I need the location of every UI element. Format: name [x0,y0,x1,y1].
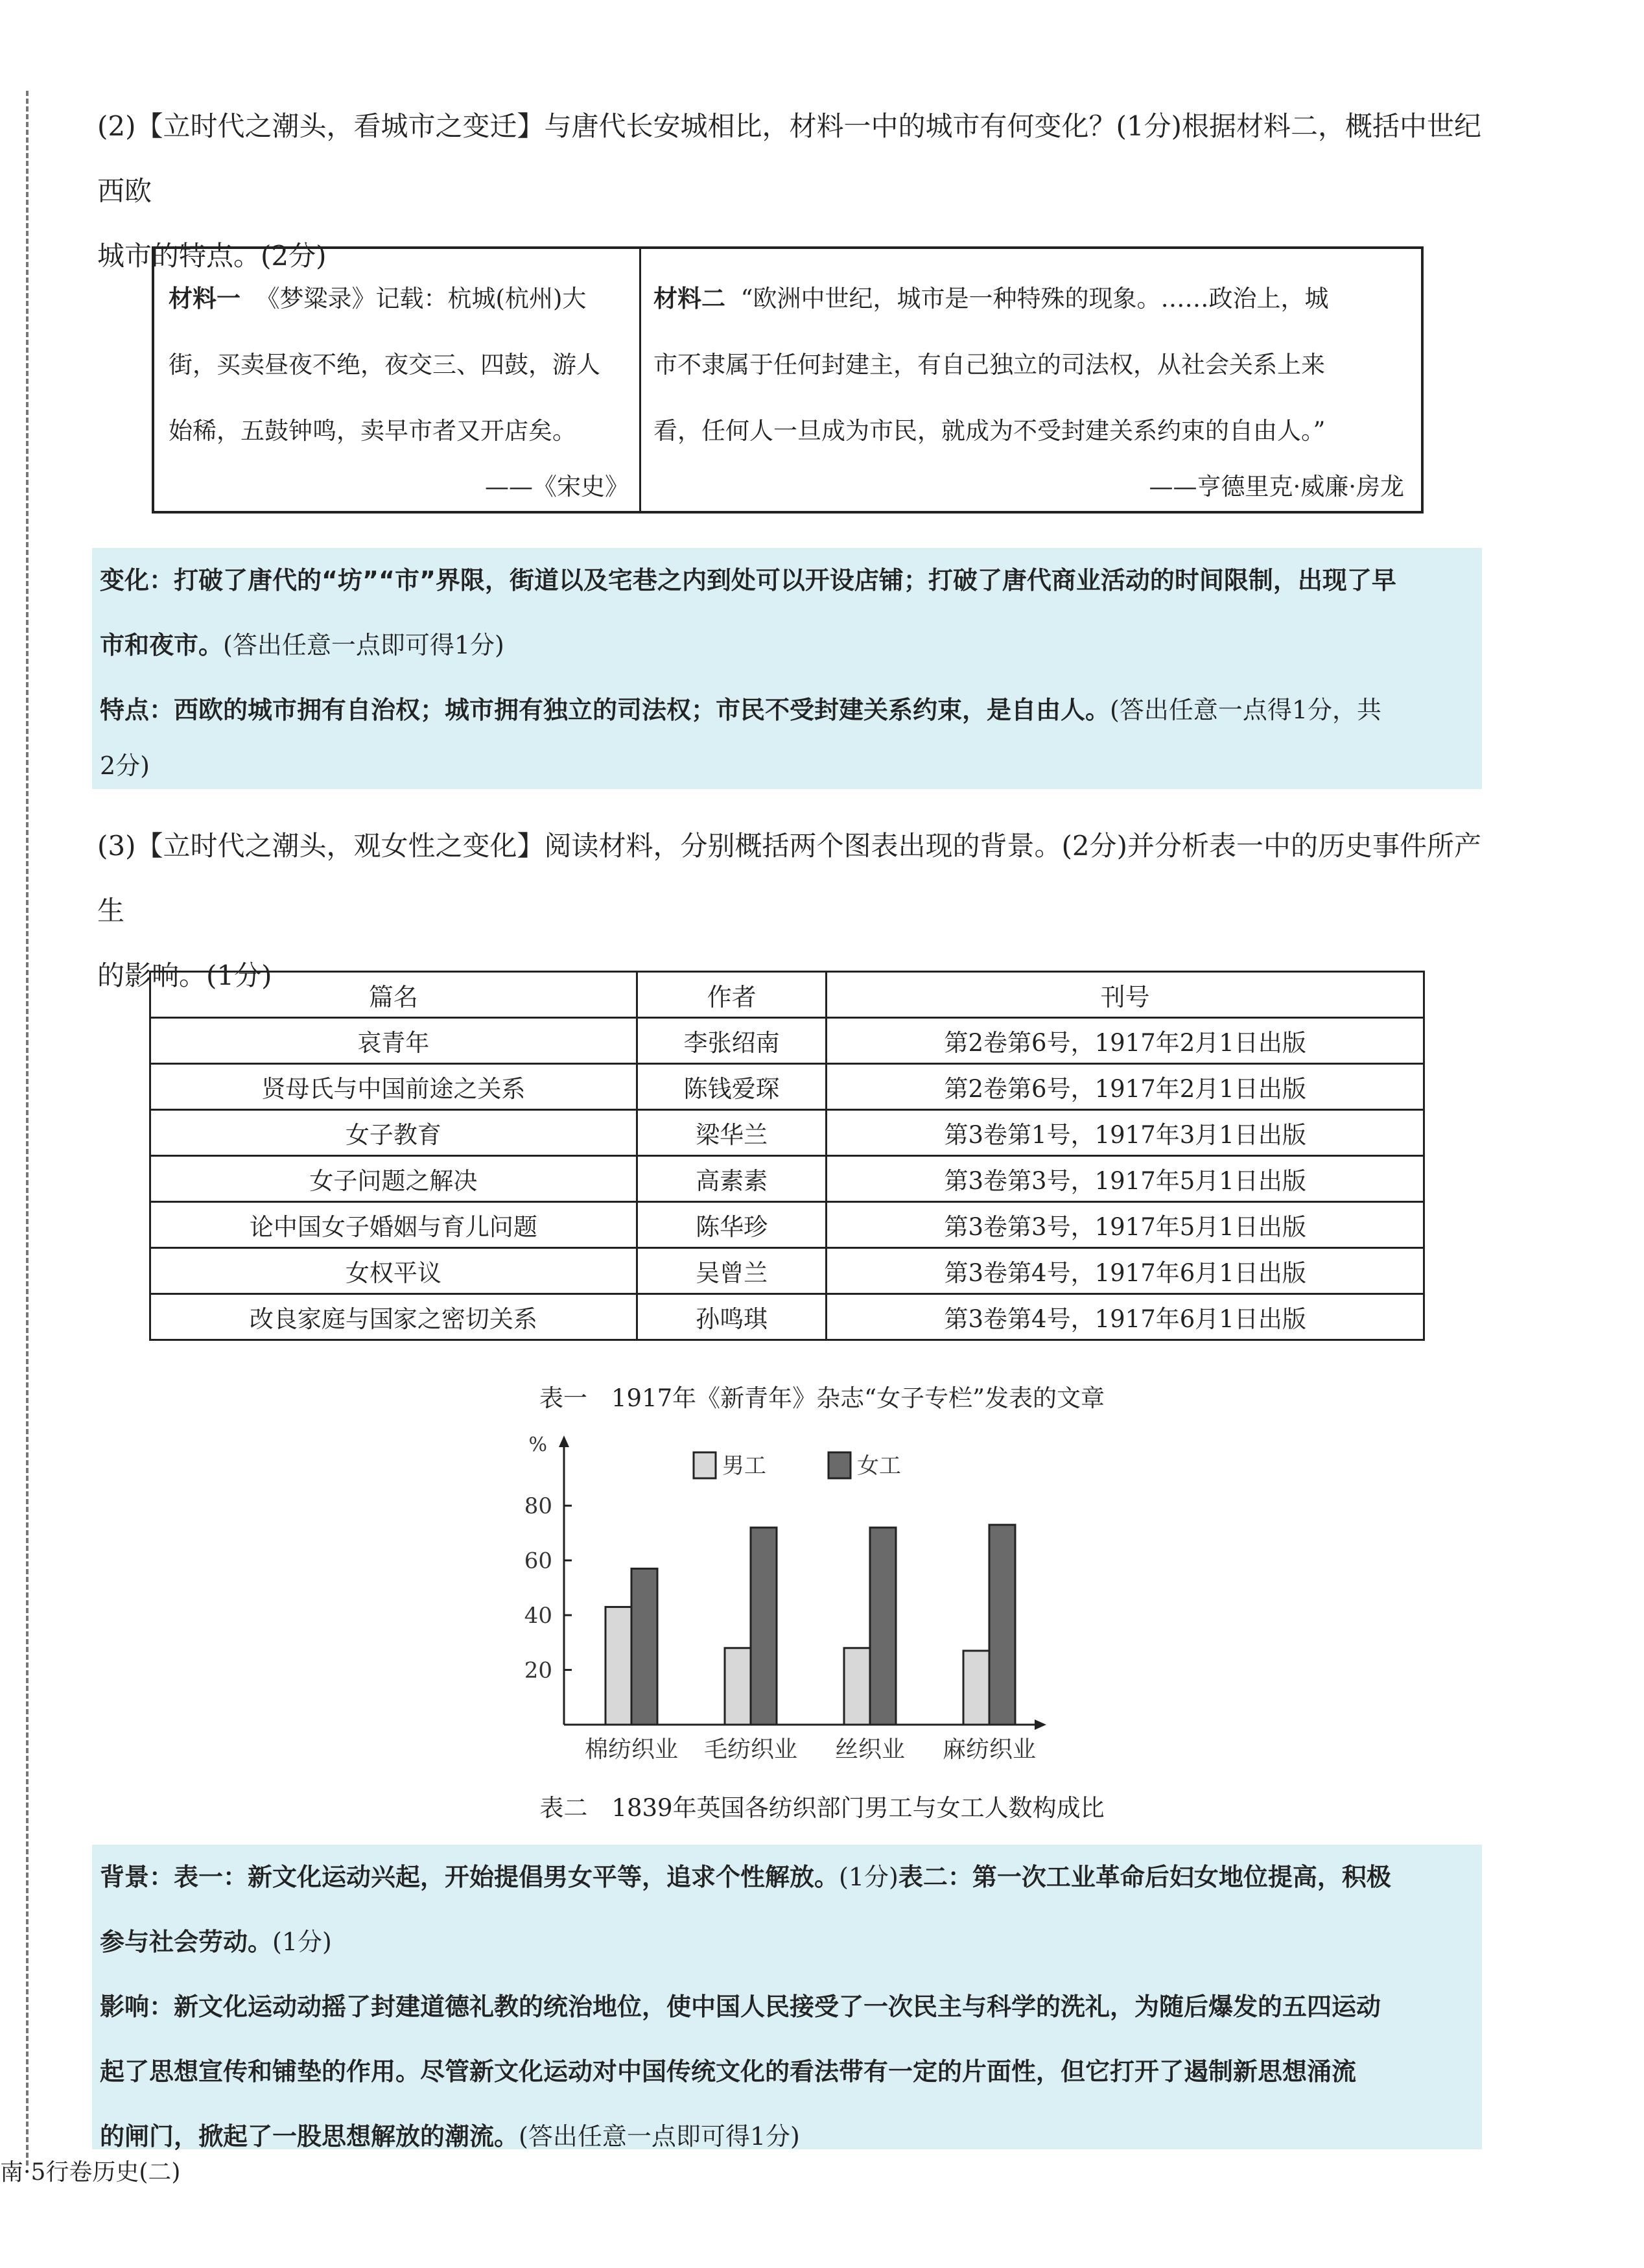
question-2-line-1: (2)【立时代之潮头，看城市之变迁】与唐代长安城相比，材料一中的城市有何变化？(1分)根据材料二，概括中世纪西欧 [97,110,1481,207]
table-cell-issue: 第3卷第1号，1917年3月1日出版 [827,1110,1424,1156]
bar-male [725,1648,751,1725]
legend-label: 男工 [722,1453,766,1479]
table-cell-author: 吴曾兰 [637,1248,827,1294]
y-tick-label: 40 [524,1603,552,1629]
change-text-2: 市和夜市。 [100,631,224,659]
impact-text-3: 的闸门，掀起了一股思想解放的潮流。 [100,2122,519,2151]
background-text-2: 表二：第一次工业革命后妇女地位提高，积极 [898,1863,1391,1891]
feature-note-2: 2分) [100,751,150,780]
material-2 [653,266,1412,464]
legend-label: 女工 [857,1453,901,1479]
x-tick-label: 毛纺织业 [703,1736,798,1763]
legend-swatch [694,1452,716,1478]
bar-male [963,1651,989,1725]
background-label: 背景： [100,1863,174,1891]
change-note: (答出任意一点即可得1分) [223,631,504,659]
header-issue: 刊号 [827,972,1424,1018]
material-1-line-1: 《梦粱录》记载：杭城(杭州)大 [255,285,587,313]
table-cell-author: 陈钱爱琛 [637,1064,827,1110]
question-2-line-2: 城市的特点。(2分) [97,240,327,272]
table-cell-issue: 第2卷第6号，1917年2月1日出版 [827,1064,1424,1110]
answer-2-box [92,548,1482,789]
bar-male [605,1607,631,1725]
table-row [150,1064,1424,1110]
y-tick-label: 60 [524,1548,552,1574]
impact-note: (答出任意一点即可得1分) [519,2122,800,2151]
table-cell-issue: 第3卷第3号，1917年5月1日出版 [827,1156,1424,1202]
materials-box [152,246,1424,514]
y-axis-unit: % [528,1434,547,1456]
material-2-line-3: 看，任何人一旦成为市民，就成为不受封建关系约束的自由人。” [653,417,1326,445]
table-cell-title: 论中国女子婚姻与育儿问题 [150,1202,637,1248]
articles-table [149,971,1425,1341]
background-note-1: (1分) [839,1863,898,1891]
table-cell-issue: 第2卷第6号，1917年2月1日出版 [827,1018,1424,1064]
table-cell-title: 女子问题之解决 [150,1156,637,1202]
legend-swatch [828,1452,851,1478]
impact-label: 影响： [100,1992,174,2021]
material-1-line-3: 始稀，五鼓钟鸣，卖早市者又开店矣。 [169,417,576,445]
binding-margin-line [26,91,29,2166]
table-row [150,1018,1424,1064]
header-title: 篇名 [150,972,637,1018]
table-row [150,1110,1424,1156]
table-cell-issue: 第3卷第3号，1917年5月1日出版 [827,1202,1424,1248]
materials-divider [639,249,641,511]
y-axis-arrow [559,1435,569,1447]
table-cell-title: 贤母氏与中国前途之关系 [150,1064,637,1110]
background-text-3: 参与社会劳动。 [100,1928,273,1956]
material-2-source: ——亨德里克·威廉·房龙 [1149,473,1404,501]
table-header-row [150,972,1424,1018]
table-cell-author: 梁华兰 [637,1110,827,1156]
y-tick-label: 20 [524,1657,552,1684]
chart-caption: 表二 1839年英国各纺织部门男工与女工人数构成比 [539,1794,1105,1822]
material-1-label: 材料一 [169,285,241,313]
table-1-caption: 表一 1917年《新青年》杂志“女子专栏”发表的文章 [539,1384,1105,1412]
table-cell-author: 孙鸣琪 [637,1294,827,1340]
x-tick-label: 麻纺织业 [942,1736,1037,1763]
bar-female [631,1568,657,1725]
answer-2-change [100,548,1474,613]
feature-label: 特点： [100,696,174,724]
x-tick-label: 棉纺织业 [584,1736,679,1763]
impact-text-2: 起了思想宣传和铺垫的作用。尽管新文化运动对中国传统文化的看法带有一定的片面性，但它打开了遏制新思想涌流 [100,2057,1357,2086]
bar-female [989,1525,1015,1725]
background-note-2: (1分) [272,1928,332,1956]
table-cell-issue: 第3卷第4号，1917年6月1日出版 [827,1248,1424,1294]
x-axis-arrow [1035,1719,1046,1730]
header-author: 作者 [637,972,827,1018]
change-label: 变化： [100,566,174,595]
material-2-line-2: 市不隶属于任何封建主，有自己独立的司法权，从社会关系上来 [653,351,1325,379]
answer-2-feature [100,678,1474,742]
table-cell-title: 改良家庭与国家之密切关系 [150,1294,637,1340]
impact-text-1: 新文化运动动摇了封建道德礼教的统治地位，使中国人民接受了一次民主与科学的洗礼，为随后爆发的五四运动 [174,1992,1381,2021]
table-cell-issue: 第3卷第4号，1917年6月1日出版 [827,1294,1424,1340]
table-row [150,1202,1424,1248]
y-tick-label: 80 [524,1493,552,1520]
question-3-line-1: (3)【立时代之潮头，观女性之变化】阅读材料，分别概括两个图表出现的背景。(2分)并分析表一中的历史事件所产生 [97,830,1481,927]
table-row [150,1156,1424,1202]
change-text-1: 打破了唐代的“坊”“市”界限，街道以及宅巷之内到处可以开设店铺；打破了唐代商业活动的时间限制，出现了早 [174,566,1396,595]
bar-female [751,1528,777,1725]
table-cell-title: 女子教育 [150,1110,637,1156]
table-cell-author: 李张绍南 [637,1018,827,1064]
material-1 [169,266,629,464]
table-cell-title: 女权平议 [150,1248,637,1294]
table-cell-author: 陈华珍 [637,1202,827,1248]
feature-text: 西欧的城市拥有自治权；城市拥有独立的司法权；市民不受封建关系约束，是自由人。 [174,696,1110,724]
material-2-line-1: “欧洲中世纪，城市是一种特殊的现象。……政治上，城 [740,285,1329,313]
answer-3-box [92,1845,1482,2149]
bar-female [870,1528,896,1725]
feature-note-1: (答出任意一点得1分，共 [1110,696,1382,724]
material-1-source: ——《宋史》 [485,473,629,501]
page-footer: 南·5行卷历史(二) [0,2159,181,2186]
table-cell-title: 哀青年 [150,1018,637,1064]
labor-bar-chart [454,1433,1076,1777]
table-row [150,1294,1424,1340]
question-3-line-2: 的影响。(1分) [97,960,272,991]
bar-male [844,1648,870,1725]
material-1-line-2: 街，买卖昼夜不绝，夜交三、四鼓，游人 [169,351,600,379]
table-cell-author: 高素素 [637,1156,827,1202]
material-2-label: 材料二 [653,285,725,313]
background-text-1: 表一：新文化运动兴起，开始提倡男女平等，追求个性解放。 [174,1863,840,1891]
table-row [150,1248,1424,1294]
x-tick-label: 丝织业 [834,1736,906,1763]
